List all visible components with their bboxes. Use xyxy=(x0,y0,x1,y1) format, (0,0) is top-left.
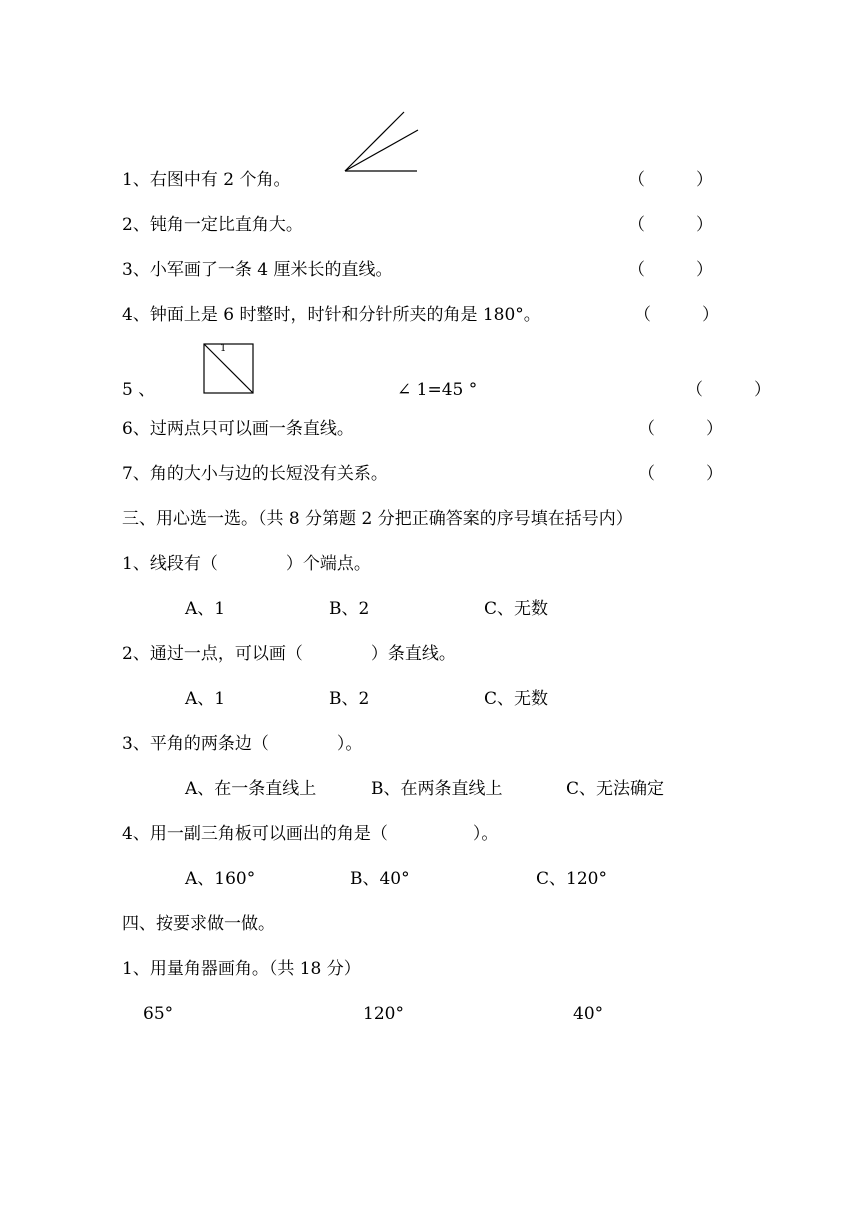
answer-paren-3[interactable]: （ ） xyxy=(628,260,713,280)
answer-paren-5[interactable]: （ ） xyxy=(686,380,771,400)
section-3-title: 三、用心选一选。（共 8 分第题 2 分把正确答案的序号填在括号内） xyxy=(122,509,633,529)
choice-q2-option-b[interactable]: B、2 xyxy=(329,689,370,709)
angle-1-statement: ∠ 1=45 ° xyxy=(397,380,478,400)
angle-40: 40° xyxy=(573,1004,604,1024)
answer-paren-2[interactable]: （ ） xyxy=(628,215,713,235)
judge-item-5: 5 、 xyxy=(122,380,156,400)
choice-q3-option-c[interactable]: C、无法确定 xyxy=(566,779,665,799)
choice-q4-option-a[interactable]: A、160° xyxy=(185,869,256,889)
figure-angle-label: 1 xyxy=(220,343,227,354)
answer-paren-4[interactable]: （ ） xyxy=(634,305,719,325)
section-4-title: 四、按要求做一做。 xyxy=(122,914,275,934)
choice-q3-option-b[interactable]: B、在两条直线上 xyxy=(371,779,503,799)
choice-q1-option-b[interactable]: B、2 xyxy=(329,599,370,619)
choice-q2-option-c[interactable]: C、无数 xyxy=(484,689,549,709)
square-diagonal-figure xyxy=(203,343,255,395)
answer-paren-6[interactable]: （ ） xyxy=(638,419,723,439)
judge-item-1: 1、右图中有 2 个角。 xyxy=(122,170,291,190)
choice-q2-option-a[interactable]: A、1 xyxy=(185,689,226,709)
angle-65: 65° xyxy=(143,1004,174,1024)
judge-item-4: 4、钟面上是 6 时整时，时针和分针所夹的角是 180°。 xyxy=(122,305,541,325)
choice-q3-option-a[interactable]: A、在一条直线上 xyxy=(185,779,317,799)
judge-item-3: 3、小军画了一条 4 厘米长的直线。 xyxy=(122,260,393,280)
answer-paren-7[interactable]: （ ） xyxy=(638,464,723,484)
judge-item-6: 6、过两点只可以画一条直线。 xyxy=(122,419,354,439)
two-angles-figure xyxy=(342,110,422,175)
judge-item-2: 2、钝角一定比直角大。 xyxy=(122,215,303,235)
angle-120: 120° xyxy=(363,1004,404,1024)
choice-q4-option-c[interactable]: C、120° xyxy=(536,869,607,889)
choice-q2: 2、通过一点，可以画（ ）条直线。 xyxy=(122,644,456,664)
choice-q1-option-a[interactable]: A、1 xyxy=(185,599,226,619)
choice-q4: 4、用一副三角板可以画出的角是（ ）。 xyxy=(122,824,499,844)
draw-angle-question: 1、用量角器画角。（共 18 分） xyxy=(122,959,361,979)
choice-q1: 1、线段有（ ）个端点。 xyxy=(122,554,371,574)
choice-q1-option-c[interactable]: C、无数 xyxy=(484,599,549,619)
choice-q3: 3、平角的两条边（ ）。 xyxy=(122,734,363,754)
choice-q4-option-b[interactable]: B、40° xyxy=(350,869,410,889)
answer-paren-1[interactable]: （ ） xyxy=(628,170,713,190)
judge-item-7: 7、角的大小与边的长短没有关系。 xyxy=(122,464,388,484)
